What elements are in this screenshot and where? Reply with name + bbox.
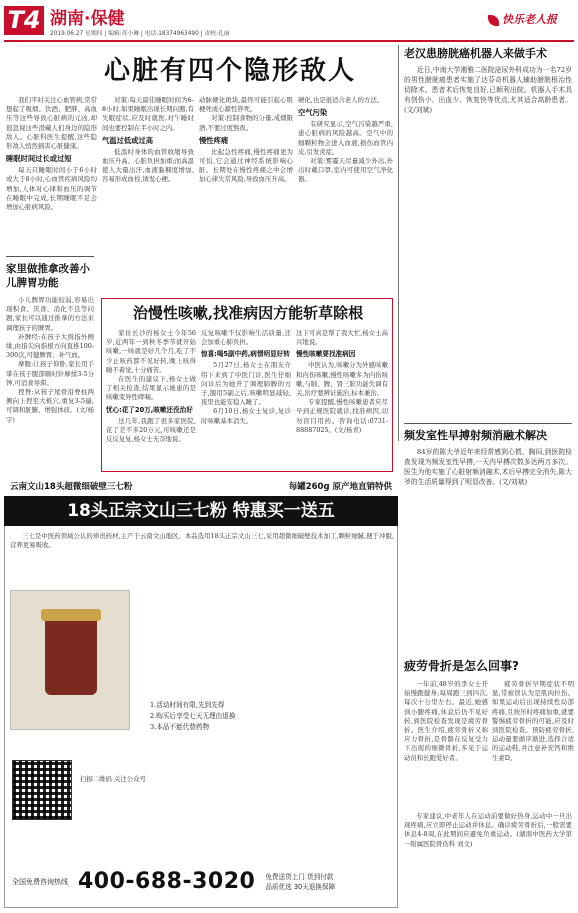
feature-col1-p2: 在医生的建议下,杨女士做了相关检查,结果显示她患的是咳嗽变异性哮喘。 — [106, 375, 196, 402]
ad-notice-1: 1.活动时间有限,先到先得 — [150, 701, 225, 709]
feature-headline: 治慢性咳嗽,找准病因方能斩草除根 — [132, 304, 364, 322]
lead-col3-p2b: 比起急性疼痛,慢性疼痛更为可怕,它会通过神经系统影响心脏。长期处在慢性疼痛之中会增加心律失常风险,导致血压升高。 — [199, 147, 293, 184]
date-line: 2019.06.27 星期四 — [50, 31, 103, 37]
bottom-right-col3 — [404, 812, 572, 849]
feature-col-3 — [296, 329, 388, 435]
ad-guarantees — [265, 872, 335, 892]
right-story2-body: 84岁的陈大爷近年来经常感到心慌、胸闷,到医院检查发现为频发室性早搏,一天内早搏次数多达两万多次。医生为他实施了心脏射频消融术,术后早搏完全消失,陈大爷的生活质量得到了明显改善。(文/刘斌) — [404, 448, 572, 486]
logo-text: 快乐老人报 — [502, 12, 557, 26]
ad-phone[interactable]: 400-688-3020 — [78, 869, 256, 895]
lead-col4-h1: 空气污染 — [298, 108, 328, 118]
lead-col-1 — [6, 96, 97, 212]
lead-col2-p2: 低温时身体的血管收缩导致血压升高、心脏负担加重;而高温使人大量出汗,血液黏稠度增加,容易形成血栓,诱发心梗。 — [102, 147, 194, 184]
lead-col-4 — [298, 96, 393, 185]
feature-col3-p2: 中医认为,咳嗽分为外感咳嗽和内伤咳嗽,慢性咳嗽多为内伤咳嗽,与肺、脾、肾三脏功能失调有关,治疗要辨证施治,标本兼治。 — [296, 361, 388, 398]
product-jar-icon — [45, 615, 97, 695]
ad-guarantee-2: 品质优选 30天退换保障 — [265, 883, 336, 891]
left-p4: 捏脊:从孩子尾骨沿脊柱两侧向上捏至大椎穴,重复3-5遍,可调和脏腑、增强体质。(文/杨宇) — [6, 388, 94, 424]
feature-col2-p2: 5月27日,杨女士在朋友介绍下来到了中医门诊,医生仔细问诊后为她开了调理肺脾的方子,服用5副之后,咳嗽明显减轻,夜里也能安稳入睡了。 — [201, 361, 291, 407]
ad-qr-code[interactable] — [12, 760, 72, 820]
section-code: T4 — [7, 6, 41, 34]
lead-col-3 — [199, 96, 293, 185]
feature-col2-p1: 反复咳嗽不仅影响生活质量,还会加重心肺负担。 — [201, 329, 291, 347]
right-story1-body: 近日,中南大学湘雅二医院泌尿外科成功为一名72岁的男性膀胱癌患者实施了达芬奇机器人辅助膀胱根治性切除术。患者术后恢复良好,已顺利出院。机器人手术具有创伤小、出血少、恢复快等优点,尤其适合高龄患者。(文/刘斌) — [404, 66, 572, 114]
lead-col1-p2: 每天只睡眠时间小于6小时或大于8小时,心血管疾病风险均增加,人体对心律和血压的调节在睡眠中完成,长期睡眠不足会增加心脏病风险。 — [6, 166, 97, 212]
bottom-right-p1: 一年前,48岁的李女士开始慢跑健身,每周跑三到四次,每次十公里左右。最近,她感到小腿疼痛,休息后仍不见好转,到医院检查发现是疲劳骨折。医生介绍,疲劳骨折又称应力骨折,是骨骼在反复受力下出现的细微骨折,多见于运动员和长跑爱好者。 — [404, 680, 488, 762]
feature-col-1 — [106, 329, 196, 444]
feature-col1-h1: 忧心:花了20万,咳嗽还没治好 — [106, 405, 193, 414]
lead-col2-h1: 气温过低或过高 — [102, 135, 154, 145]
lead-col3-p2: 对策:控制食物的分量,戒烟限酒,不要过度熬夜。 — [199, 114, 293, 132]
feature-col1-p3: 这几年,我跑了很多家医院,花了差不多20万元,可咳嗽还是反反复复,杨女士无奈地说。 — [106, 416, 196, 444]
left-top-rule — [6, 256, 94, 257]
ad-phone-bar — [12, 862, 392, 902]
feature-col3-p3: 专家提醒,慢性咳嗽患者应尽早到正规医院就诊,找准病因,切勿盲目用药。咨询电话:0731-88887025。(文/杨青) — [296, 398, 388, 434]
feature-col1-p1: 家住长沙的杨女士今年56岁,近两年一到秋冬季节就开始咳嗽,一咳就是好几个月,吃了不少止咳药都不见好转,晚上咳得睡不着觉,十分痛苦。 — [106, 329, 196, 374]
ad-top-line: 云南文山18头超微细破壁三七粉 — [10, 482, 133, 493]
lead-col-2 — [102, 96, 194, 185]
left-p1: 小儿脾胃功能较弱,容易出现积食、厌食、消化不良等问题,家长可以通过推拿的方法来调理孩子的脾胃。 — [6, 296, 94, 332]
publication-logo — [488, 10, 572, 30]
product-lid-icon — [41, 609, 101, 621]
lead-col1-h1: 睡眠时间过长或过短 — [6, 154, 72, 164]
section-name: 湖南·保健 — [50, 9, 125, 29]
proof: 责校:孔丽 — [204, 31, 230, 37]
left-p3: 摩腹:让孩子仰卧,家长用手掌在孩子腹部顺时针摩揉3-5分钟,可消食导滞。 — [6, 360, 94, 387]
ad-top-line-2: 每罐260g 原产地直销特供 — [288, 482, 392, 493]
ad-guarantee-1: 免费送货上门 货到付款 — [265, 873, 334, 881]
right-story-2 — [404, 428, 572, 487]
bottom-right-col2 — [492, 680, 574, 763]
ad-consult-label: 全国免费咨询热线 — [12, 877, 68, 886]
bottom-right-p3: 专家建议,中老年人在运动前要做好热身,运动中一旦出现疼痛,应立即停止运动并休息。确诊疲劳骨折后,一般需要休息4-8周,在此期间应避免负重运动。(湖南中医药大学第一附属医院骨伤科 刘文) — [404, 812, 572, 848]
ad-notice-3: 3.本品不能代替药物 — [150, 723, 210, 731]
lead-col4-p1: 硬化,也是很适合老人的方法。 — [298, 96, 384, 104]
bottom-right-p2: 疲劳骨折早期症状不明显,常被误认为是肌肉拉伤。如果运动后出现持续性局部疼痛,且按压时疼痛加重,就要警惕疲劳骨折的可能,应及时到医院检查。预防疲劳骨折,运动量要循序渐进,选择合适的运动鞋,并注意补充钙和维生素D。 — [492, 680, 574, 762]
bottom-right-headline: 疲劳骨折是怎么回事? — [404, 659, 519, 673]
phone: 电话:18374963490 — [144, 31, 199, 37]
masthead-meta: 2019.06.27 星期四 | 编辑:苏小琳 | 电话:18374963490 | 责校:孔丽 — [50, 31, 230, 37]
ad-body-text: 三七是中医药领域公认的珍贵药材,主产于云南文山地区。本品选用18头正宗文山三七,采用超微细破壁技术加工,颗粒细腻,便于冲服,营养更易吸收。 — [10, 532, 394, 550]
lead-col1-p1: 我们平时关注心血管病,常常想起了吸烟、饮酒、肥胖、高血压等这些导致心脏病的元凶,却很忽视这些潜藏人们身边的隐形敌人。心脏科医生提醒,这些隐形敌人悄然损害心脏健康。 — [6, 96, 97, 151]
feature-col-2 — [201, 329, 291, 426]
right-divider — [404, 423, 572, 424]
right-story1-headline: 老汉患膀胱癌机器人来做手术 — [404, 47, 547, 60]
lead-separator — [398, 45, 399, 441]
right-story-1 — [404, 46, 572, 115]
bottom-right-col1 — [404, 680, 488, 763]
ad-notices — [150, 700, 385, 733]
ad-top-bar — [4, 480, 398, 496]
lead-col4-p2: 有研究显示,空气污染越严重,患心脏病的风险越高。空气中的细颗粒物会进入血液,损伤血管内皮,引发炎症。 — [298, 120, 393, 156]
feature-col3-p1: 这下可真是帮了我大忙,杨女士高兴地说。 — [296, 329, 388, 347]
left-body — [6, 296, 94, 425]
left-p2: 补脾经:在孩子大拇指外侧缘,由指尖向指根方向直推100-300次,可健脾胃、补气血。 — [6, 332, 94, 360]
feature-col3-h1: 慢性咳嗽要找准病因 — [296, 350, 356, 359]
ad-qr-label: 扫描二维码 关注公众号 — [80, 775, 146, 783]
right-story2-headline: 频发室性早搏射频消融术解决 — [404, 429, 547, 442]
lead-headline: 心脏有四个隐形敌人 — [103, 56, 356, 86]
ad-big-title: 18头正宗文山三七粉 特惠买一送五 — [67, 501, 335, 521]
left-headline: 家里做推拿改善小儿脾胃功能 — [6, 263, 90, 289]
ad-body — [10, 532, 394, 551]
ad-product-image — [10, 590, 130, 730]
lead-col3-p1: 动脉硬化斑块,最终可能引起心肌梗死或心源性猝死。 — [199, 96, 293, 114]
lead-col2-p1: 对策:每天最佳睡眠时间为6-8小时,如果睡眠出现长期问题,有失眠症状,应及时就医,对午睡时间也要控制在半小时之内。 — [102, 96, 194, 132]
lead-col3-h1: 慢性疼痛 — [199, 135, 229, 145]
editor: 编辑:苏小琳 — [108, 31, 140, 37]
feature-col2-h1: 惊喜:喝5副中药,病情明显好转 — [201, 350, 290, 359]
leaf-icon — [488, 15, 499, 26]
lead-col4-p3: 对策:雾霾天尽量减少外出,外出时戴口罩,室内可使用空气净化器。 — [298, 157, 393, 184]
feature-col2-p3: 6月10日,杨女士复诊,复诊时咳嗽基本消失。 — [201, 407, 291, 425]
masthead-rule — [4, 40, 574, 42]
ad-notice-2: 2.购买后享受七天无理由退换 — [150, 712, 236, 720]
